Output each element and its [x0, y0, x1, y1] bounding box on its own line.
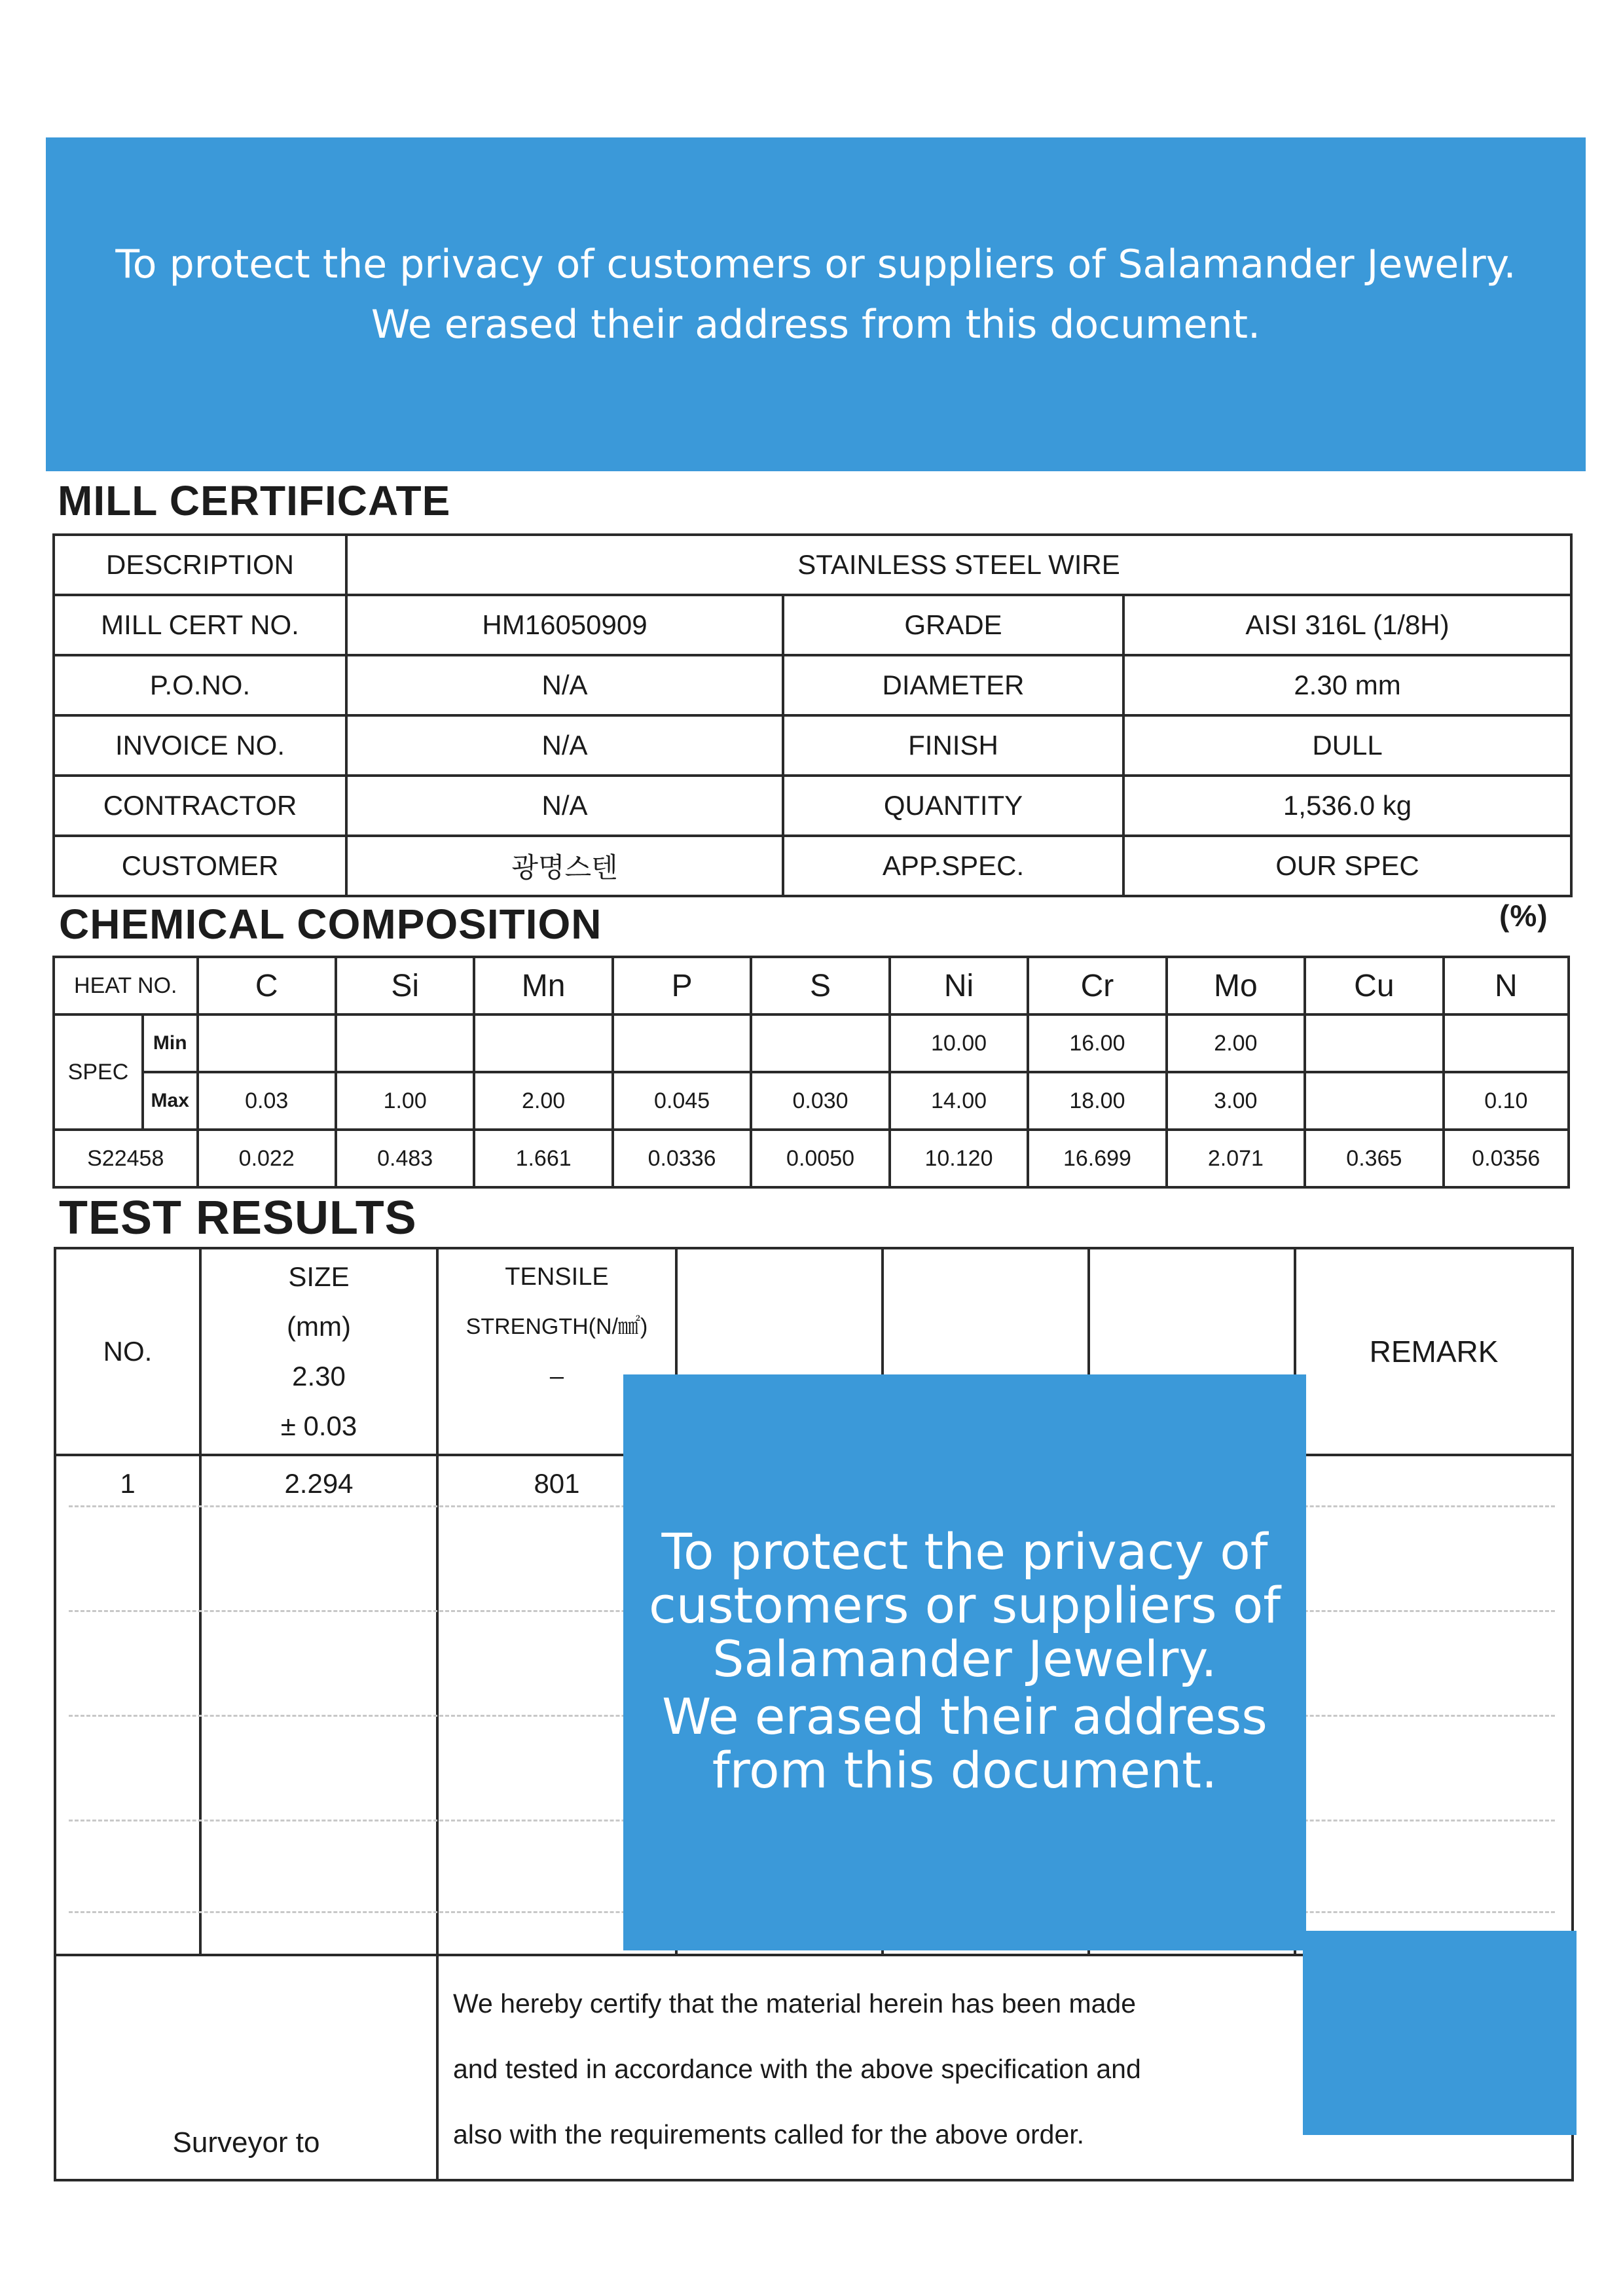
min-value: 16.00 [1028, 1014, 1166, 1072]
privacy-block-signature [1303, 1931, 1577, 2135]
actual-value: 10.120 [890, 1130, 1028, 1187]
actual-value: 2.071 [1167, 1130, 1305, 1187]
table-row [54, 776, 1571, 836]
row-label: DIAMETER [783, 655, 1123, 715]
description-label: DESCRIPTION [54, 535, 346, 595]
row-no: 1 [55, 1455, 200, 1955]
min-value [1444, 1014, 1569, 1072]
privacy-banner-top [46, 137, 1586, 471]
row-value: DULL [1123, 715, 1571, 776]
privacy-banner-line-2: We erased their address from this document. [371, 302, 1261, 348]
cert-line-1: We hereby certify that the material herein has been made [453, 1988, 1137, 2018]
max-value: 3.00 [1167, 1072, 1305, 1130]
min-value: 2.00 [1167, 1014, 1305, 1072]
size-header [200, 1248, 437, 1455]
min-value [336, 1014, 474, 1072]
mill-certificate-title: MILL CERTIFICATE [58, 477, 451, 524]
size-unit: (mm) [287, 1311, 351, 1342]
remark-header: REMARK [1295, 1248, 1573, 1455]
max-value: 0.03 [198, 1072, 336, 1130]
heat-no-value: S22458 [54, 1130, 198, 1187]
element-header: Ni [890, 957, 1028, 1014]
table-row [54, 715, 1571, 776]
min-value [1305, 1014, 1443, 1072]
unit-percent: (%) [1499, 899, 1548, 933]
row-value: 2.30 mm [1123, 655, 1571, 715]
min-value [198, 1014, 336, 1072]
min-value [613, 1014, 751, 1072]
row-label: APP.SPEC. [783, 836, 1123, 896]
tensile-unit: STRENGTH(N/㎟) [465, 1314, 648, 1339]
table-row [54, 1072, 1569, 1130]
actual-value: 1.661 [474, 1130, 612, 1187]
row-value: 광명스텐 [346, 836, 783, 896]
actual-value: 0.0356 [1444, 1130, 1569, 1187]
min-label: Min [143, 1014, 198, 1072]
spec-label: SPEC [54, 1014, 143, 1130]
table-row [54, 655, 1571, 715]
heat-no-label: HEAT NO. [54, 957, 198, 1014]
max-label: Max [143, 1072, 198, 1130]
test-results-title: TEST RESULTS [59, 1192, 417, 1244]
max-value: 0.10 [1444, 1072, 1569, 1130]
no-header: NO. [55, 1248, 200, 1455]
privacy-box-line-2: customers or suppliers of [648, 1576, 1281, 1634]
cert-line-3: also with the requirements called for the above order. [453, 2119, 1085, 2149]
description-value: STAINLESS STEEL WIRE [346, 535, 1571, 595]
element-header: Cr [1028, 957, 1166, 1014]
actual-value: 0.483 [336, 1130, 474, 1187]
size-label: SIZE [288, 1261, 350, 1292]
max-value: 1.00 [336, 1072, 474, 1130]
row-value: AISI 316L (1/8H) [1123, 595, 1571, 655]
table-row [54, 957, 1569, 1014]
max-value [1305, 1072, 1443, 1130]
row-tensile: 801 [437, 1455, 676, 1955]
actual-value: 0.0336 [613, 1130, 751, 1187]
table-row [54, 535, 1571, 595]
row-value: OUR SPEC [1123, 836, 1571, 896]
row-value: N/A [346, 715, 783, 776]
row-value: N/A [346, 776, 783, 836]
privacy-box-line-3: Salamander Jewelry. [712, 1630, 1217, 1688]
privacy-box-line-5: from this document. [712, 1741, 1218, 1799]
row-label: FINISH [783, 715, 1123, 776]
row-label: GRADE [783, 595, 1123, 655]
mill-certificate-table [52, 533, 1573, 897]
row-label: P.O.NO. [54, 655, 346, 715]
chemical-composition-table [52, 956, 1570, 1189]
element-header: Mn [474, 957, 612, 1014]
element-header: S [751, 957, 889, 1014]
spec-tensile: – [549, 1363, 564, 1390]
max-value: 14.00 [890, 1072, 1028, 1130]
row-label: CUSTOMER [54, 836, 346, 896]
actual-value: 0.365 [1305, 1130, 1443, 1187]
row-label: MILL CERT NO. [54, 595, 346, 655]
row-label: QUANTITY [783, 776, 1123, 836]
row-value: N/A [346, 655, 783, 715]
element-header: C [198, 957, 336, 1014]
max-value: 2.00 [474, 1072, 612, 1130]
privacy-box-middle [623, 1374, 1306, 1950]
tensile-label: TENSILE [505, 1263, 609, 1291]
element-header: P [613, 957, 751, 1014]
element-header: Cu [1305, 957, 1443, 1014]
min-value [474, 1014, 612, 1072]
row-label: INVOICE NO. [54, 715, 346, 776]
actual-value: 0.022 [198, 1130, 336, 1187]
privacy-box-line-4: We erased their address [662, 1687, 1267, 1746]
table-row [54, 836, 1571, 896]
actual-value: 0.0050 [751, 1130, 889, 1187]
privacy-banner-line-1: To protect the privacy of customers or suppliers of Salamander Jewelry. [115, 242, 1516, 287]
max-value: 0.030 [751, 1072, 889, 1130]
element-header: Mo [1167, 957, 1305, 1014]
row-value: 1,536.0 kg [1123, 776, 1571, 836]
surveyor-label: Surveyor to [55, 1955, 437, 2180]
table-row [54, 1130, 1569, 1187]
max-value: 0.045 [613, 1072, 751, 1130]
table-row [54, 1014, 1569, 1072]
cert-line-2: and tested in accordance with the above specification and [453, 2054, 1141, 2084]
row-label: CONTRACTOR [54, 776, 346, 836]
privacy-box-line-1: To protect the privacy of [661, 1522, 1268, 1581]
spec-tolerance: ± 0.03 [280, 1410, 357, 1441]
min-value: 10.00 [890, 1014, 1028, 1072]
row-value: HM16050909 [346, 595, 783, 655]
max-value: 18.00 [1028, 1072, 1166, 1130]
spec-size: 2.30 [292, 1361, 346, 1391]
element-header: Si [336, 957, 474, 1014]
table-row [54, 595, 1571, 655]
min-value [751, 1014, 889, 1072]
row-size: 2.294 [200, 1455, 437, 1955]
chemical-composition-title: CHEMICAL COMPOSITION [59, 901, 602, 948]
actual-value: 16.699 [1028, 1130, 1166, 1187]
element-header: N [1444, 957, 1569, 1014]
